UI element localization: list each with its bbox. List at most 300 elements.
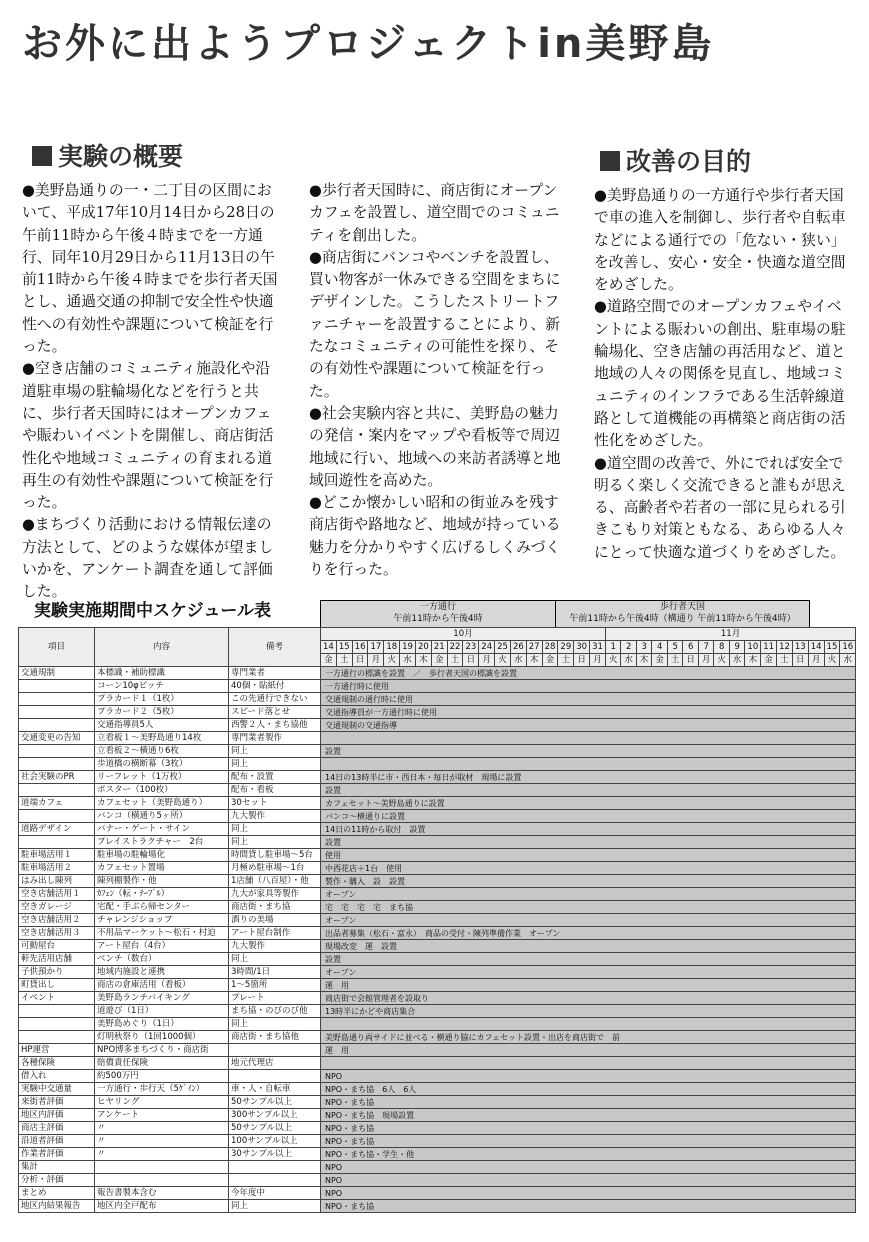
table-row (19, 1148, 856, 1161)
table-row (19, 1122, 856, 1135)
row-note: 西警２人・まち協他 (229, 719, 321, 732)
row-note: 1店舗（八百屋）・他 (229, 875, 321, 888)
row-activity: 交通指導員が一方通行時に使用 (321, 706, 856, 719)
table-row (19, 1200, 856, 1213)
row-content: 〃 (95, 1135, 229, 1148)
weekday-cell: 月 (590, 654, 606, 667)
row-note: 40個・貼紙付 (229, 680, 321, 693)
day-cell: 16 (840, 641, 856, 654)
row-item: 借入れ (19, 1070, 95, 1083)
weekday-cell: 月 (368, 654, 384, 667)
row-item: 地区内結果報告 (19, 1200, 95, 1213)
table-row (19, 927, 856, 940)
overview-heading-text: 実験の概要 (58, 142, 184, 171)
row-item: 空きガレージ (19, 901, 95, 914)
page-title: お外に出ようプロジェクトin美野島 (22, 21, 715, 67)
row-item (19, 680, 95, 693)
day-cell: 21 (431, 641, 447, 654)
row-content: プレイストラクチャー 2台 (95, 836, 229, 849)
row-content: 歩道橋の横断幕（3枚） (95, 758, 229, 771)
day-cell: 15 (824, 641, 840, 654)
row-activity: 14日の13時半に市・西日本・毎日が取材 現場に設置 (321, 771, 856, 784)
row-item: 分析・評価 (19, 1174, 95, 1187)
weekday-cell: 水 (621, 654, 637, 667)
weekday-cell: 月 (698, 654, 714, 667)
row-activity: 出品者募集（松石・富永） 商品の受付・陳列準備作業 オープン (321, 927, 856, 940)
row-item (19, 1018, 95, 1031)
row-note: 九大が家具等製作 (229, 888, 321, 901)
row-item: 集計 (19, 1161, 95, 1174)
overview-heading (32, 137, 183, 173)
row-note: 専門業者製作 (229, 732, 321, 745)
row-item (19, 1005, 95, 1018)
row-note: 配布・看板 (229, 784, 321, 797)
weekday-cell: 金 (321, 654, 337, 667)
row-activity (321, 732, 856, 745)
weekday-cell: 土 (447, 654, 463, 667)
row-activity: NPO (321, 1174, 856, 1187)
day-cell: 9 (729, 641, 745, 654)
period-one-way (320, 600, 556, 628)
row-note: 50サンプル以上 (229, 1096, 321, 1109)
row-note: 配布・設置 (229, 771, 321, 784)
weekday-cell: 日 (463, 654, 479, 667)
row-item: 空き店舗活用２ (19, 914, 95, 927)
day-cell: 15 (336, 641, 352, 654)
day-cell: 13 (792, 641, 808, 654)
row-content: 立看板１～美野島通り14枚 (95, 732, 229, 745)
note-header: 備考 (229, 628, 321, 667)
row-note: 300サンプル以上 (229, 1109, 321, 1122)
table-row (19, 1031, 856, 1044)
table-row (19, 1070, 856, 1083)
row-activity: NPO・まち協 (321, 1096, 856, 1109)
row-activity: NPO・まち協 6人 6人 (321, 1083, 856, 1096)
schedule-title: 実験実施期間中スケジュール表 (34, 601, 271, 621)
table-row (19, 849, 856, 862)
row-note: 1～5箇所 (229, 979, 321, 992)
row-note: 九大製作 (229, 810, 321, 823)
day-cell: 26 (510, 641, 526, 654)
day-cell: 4 (652, 641, 668, 654)
day-cell: 24 (479, 641, 495, 654)
month-row (19, 628, 856, 641)
row-activity: 運 用 (321, 1044, 856, 1057)
row-content: 商店の倉庫活用（看板） (95, 979, 229, 992)
row-item: 交通変更の告知 (19, 732, 95, 745)
row-item (19, 810, 95, 823)
table-row (19, 862, 856, 875)
month-november: 11月 (605, 628, 855, 641)
row-note: 酒りの美場 (229, 914, 321, 927)
day-cell: 27 (526, 641, 542, 654)
row-note: 3時間/1日 (229, 966, 321, 979)
row-activity: 設置 (321, 784, 856, 797)
row-note: 今年度中 (229, 1187, 321, 1200)
table-row (19, 1096, 856, 1109)
schedule-table (18, 627, 856, 1213)
weekday-cell: 火 (714, 654, 730, 667)
weekday-cell: 月 (808, 654, 824, 667)
row-item: 道路デザイン (19, 823, 95, 836)
row-content: 地区内全戸配布 (95, 1200, 229, 1213)
row-activity (321, 1018, 856, 1031)
day-cell: 18 (384, 641, 400, 654)
weekday-cell: 土 (336, 654, 352, 667)
day-cell: 14 (321, 641, 337, 654)
row-activity: 商店街で会館管理者を設取り (321, 992, 856, 1005)
table-row (19, 992, 856, 1005)
paragraph: ●道空間の改善で、外にでれば安全で明るく楽しく交流できると誰もが思える、高齢者や若者の一部に見られる引きこもり対策ともなる、あらゆる人々にとって快適な道づくりをめざした。 (594, 454, 846, 561)
day-cell: 23 (463, 641, 479, 654)
square-bullet-icon (600, 151, 620, 171)
day-cell: 6 (683, 641, 699, 654)
row-note: まち協・のびのび他 (229, 1005, 321, 1018)
row-activity: 14日の11時から取付 設置 (321, 823, 856, 836)
row-content: バナー・ゲート・サイン (95, 823, 229, 836)
row-note (229, 1174, 321, 1187)
row-activity: 運 用 (321, 979, 856, 992)
row-content: カフェセット置場 (95, 862, 229, 875)
weekday-cell: 木 (636, 654, 652, 667)
day-cell: 31 (590, 641, 606, 654)
row-note: 商店街・まち協他 (229, 1031, 321, 1044)
table-row (19, 680, 856, 693)
row-activity: 使用 (321, 849, 856, 862)
table-row (19, 1044, 856, 1057)
row-content: カフェセット（美野島通り） (95, 797, 229, 810)
row-note: 時間貸し駐車場～5台 (229, 849, 321, 862)
day-cell: 5 (667, 641, 683, 654)
row-note: 同上 (229, 823, 321, 836)
row-activity: 交通規制の通行時に使用 (321, 693, 856, 706)
day-cell: 28 (542, 641, 558, 654)
row-content: チャレンジショップ (95, 914, 229, 927)
row-activity: NPO (321, 1187, 856, 1200)
table-row (19, 810, 856, 823)
day-cell: 29 (558, 641, 574, 654)
row-activity: NPO (321, 1161, 856, 1174)
row-content: ポスター（100枚） (95, 784, 229, 797)
weekday-cell: 日 (574, 654, 590, 667)
weekday-cell: 土 (777, 654, 793, 667)
day-cell: 22 (447, 641, 463, 654)
weekday-cell: 土 (667, 654, 683, 667)
row-activity: NPO・まち協 (321, 1122, 856, 1135)
row-activity: 一方通行の標識を設置 ／ 歩行者天国の標識を設置 (321, 667, 856, 680)
row-content: 美野島ランチバイキング (95, 992, 229, 1005)
table-row (19, 758, 856, 771)
day-cell: 16 (352, 641, 368, 654)
row-content: 交通指導員5人 (95, 719, 229, 732)
row-activity: オープン (321, 888, 856, 901)
weekday-cell: 火 (384, 654, 400, 667)
row-content: 駐車場の駐輪場化 (95, 849, 229, 862)
weekday-cell: 木 (526, 654, 542, 667)
paragraph: ●社会実験内容と共に、美野島の魅力の発信・案内をマップや看板等で周辺地域に行い、地域への来訪者誘導と地域回遊性を高めた。 (309, 404, 561, 489)
row-note: 30セット (229, 797, 321, 810)
day-cell: 17 (368, 641, 384, 654)
row-note: プレート (229, 992, 321, 1005)
row-note (229, 1044, 321, 1057)
row-item: 空き店舗活用１ (19, 888, 95, 901)
weekday-cell: 金 (431, 654, 447, 667)
row-activity: NPO (321, 1070, 856, 1083)
weekday-cell: 水 (729, 654, 745, 667)
row-item: まとめ (19, 1187, 95, 1200)
row-activity: NPO・まち協 (321, 1135, 856, 1148)
weekday-cell: 土 (558, 654, 574, 667)
row-note: 同上 (229, 758, 321, 771)
weekday-cell: 火 (824, 654, 840, 667)
row-item: 子供預かり (19, 966, 95, 979)
paragraph: ●美野島通りの一方通行や歩行者天国で車の進入を制御し、歩行者や自転車などによる通行での「危ない・狭い」を改善し、安心・安全・快適な道空間をめざした。 (594, 187, 846, 294)
row-content: ヒヤリング (95, 1096, 229, 1109)
row-item (19, 1031, 95, 1044)
row-content: 賠償責任保険 (95, 1057, 229, 1070)
row-item: 駐車場活用２ (19, 862, 95, 875)
row-item: HP運営 (19, 1044, 95, 1057)
row-item: 作業者評価 (19, 1148, 95, 1161)
row-activity: NPO・まち協 現場設置 (321, 1109, 856, 1122)
weekday-cell: 金 (542, 654, 558, 667)
weekday-cell: 水 (840, 654, 856, 667)
table-row (19, 875, 856, 888)
paragraph: ●まちづくり活動における情報伝達の方法として、どのような媒体が望ましいかを、アンケート調査を通して評価した。 (22, 516, 274, 601)
row-item (19, 693, 95, 706)
row-activity: 宅 宅 宅 宅 まち協 (321, 901, 856, 914)
row-content: 道遊び（1日） (95, 1005, 229, 1018)
row-activity: NPO・まち協 (321, 1200, 856, 1213)
row-content: 不用品マーケット～松石・村迫 (95, 927, 229, 940)
row-content: 〃 (95, 1122, 229, 1135)
day-cell: 1 (605, 641, 621, 654)
row-content: コーン10φピッチ (95, 680, 229, 693)
row-note: 同上 (229, 1018, 321, 1031)
row-content: アンケート (95, 1109, 229, 1122)
row-note: 九大製作 (229, 940, 321, 953)
row-content (95, 1161, 229, 1174)
purpose-heading (600, 142, 751, 178)
row-activity: NPO・まち協・学生・他 (321, 1148, 856, 1161)
row-item: 来街者評価 (19, 1096, 95, 1109)
day-cell: 8 (714, 641, 730, 654)
row-item (19, 758, 95, 771)
row-content: リーフレット（1万枚） (95, 771, 229, 784)
table-row (19, 784, 856, 797)
weekday-cell: 火 (605, 654, 621, 667)
row-item: 可動屋台 (19, 940, 95, 953)
table-row (19, 1161, 856, 1174)
content-header: 内容 (95, 628, 229, 667)
row-item: 社会実験のPR (19, 771, 95, 784)
row-content: ベンチ（数台） (95, 953, 229, 966)
row-note: 専門業者 (229, 667, 321, 680)
day-cell: 30 (574, 641, 590, 654)
row-activity (321, 1057, 856, 1070)
table-row (19, 732, 856, 745)
purpose-column (594, 185, 856, 564)
row-item (19, 719, 95, 732)
day-cell: 25 (495, 641, 511, 654)
row-note: 車・人・自転車 (229, 1083, 321, 1096)
row-note: 同上 (229, 836, 321, 849)
row-item: 商店主評価 (19, 1122, 95, 1135)
table-row (19, 914, 856, 927)
row-note: スピード落とせ (229, 706, 321, 719)
row-activity: 13時半にかどや商店集合 (321, 1005, 856, 1018)
row-item: 実験中交通量 (19, 1083, 95, 1096)
row-activity: 交通規制の交通指導 (321, 719, 856, 732)
weekday-cell: 水 (400, 654, 416, 667)
weekday-cell: 金 (652, 654, 668, 667)
table-row (19, 836, 856, 849)
overview-column-1 (22, 180, 284, 604)
row-activity: オープン (321, 966, 856, 979)
row-content: 一方通行・歩行天（5ｹﾞｲﾝ） (95, 1083, 229, 1096)
row-item: 町貸出し (19, 979, 95, 992)
row-content: アート屋台（4台） (95, 940, 229, 953)
weekday-cell: 水 (510, 654, 526, 667)
row-content: プラカード２（5枚） (95, 706, 229, 719)
weekday-cell: 木 (745, 654, 761, 667)
row-activity: 美野島通り両サイドに並べる・横通り脇にカフェセット設置・出店を商店街で 前 (321, 1031, 856, 1044)
period-time: 午前11時から午後4時 (393, 614, 483, 624)
row-note: 商店街・まち協 (229, 901, 321, 914)
row-item (19, 745, 95, 758)
item-header: 項目 (19, 628, 95, 667)
row-content: ｶﾌｪﾝ（転・ﾃｰﾌﾞﾙ） (95, 888, 229, 901)
row-note: 100サンプル以上 (229, 1135, 321, 1148)
table-row (19, 1005, 856, 1018)
weekday-cell: 金 (761, 654, 777, 667)
period-time: 午前11時から午後4時（構通り 午前11時から午後4時） (569, 614, 796, 624)
row-item: 地区内評価 (19, 1109, 95, 1122)
row-content: NPO博多まちづくり・商店街 (95, 1044, 229, 1057)
row-item: 駐車場活用１ (19, 849, 95, 862)
table-row (19, 745, 856, 758)
row-item: イベント (19, 992, 95, 1005)
row-content: 立看板２～横通り6枚 (95, 745, 229, 758)
weekday-cell: 日 (792, 654, 808, 667)
row-note: 50サンプル以上 (229, 1122, 321, 1135)
table-row (19, 1109, 856, 1122)
row-activity: カフェセット～美野島通りに設置 (321, 797, 856, 810)
row-note: 地元代理店 (229, 1057, 321, 1070)
table-row (19, 771, 856, 784)
row-activity: 現場改変 運 設置 (321, 940, 856, 953)
day-cell: 7 (698, 641, 714, 654)
row-item (19, 836, 95, 849)
paragraph: ●美野島通りの一・二丁目の区間において、平成17年10月14日から28日の午前11時から午後４時までを一方通行、同年10月29日から11月13日の午前11時から午後４時までを歩行者天国とし、通過交通の抑制で安全性や快適性への有効性や課題について検証を行った。 (22, 182, 278, 356)
table-row (19, 1187, 856, 1200)
table-row (19, 797, 856, 810)
day-cell: 14 (808, 641, 824, 654)
row-content: 美野島めぐり（1日） (95, 1018, 229, 1031)
row-note: 30サンプル以上 (229, 1148, 321, 1161)
weekday-cell: 日 (352, 654, 368, 667)
table-row (19, 888, 856, 901)
row-content: 本標識・補助標識 (95, 667, 229, 680)
period-pedestrian (555, 600, 810, 628)
period-label: 一方通行 (419, 602, 456, 612)
weekday-cell: 日 (683, 654, 699, 667)
row-note: 同上 (229, 745, 321, 758)
row-item: はみ出し陳列 (19, 875, 95, 888)
day-cell: 20 (415, 641, 431, 654)
table-row (19, 901, 856, 914)
row-content: 灯明秋祭り（1回1000個） (95, 1031, 229, 1044)
day-cell: 10 (745, 641, 761, 654)
table-row (19, 1057, 856, 1070)
row-note (229, 1161, 321, 1174)
row-activity: 設置 (321, 953, 856, 966)
paragraph: ●どこか懐かしい昭和の街並みを残す商店街や路地など、地域が持っている魅力を分かりやすく広げるしくみづくりを行った。 (309, 494, 561, 579)
row-content: バンコ（横通り5ヶ所） (95, 810, 229, 823)
day-cell: 12 (777, 641, 793, 654)
row-activity: 設置 (321, 745, 856, 758)
row-note (229, 1070, 321, 1083)
row-content (95, 1174, 229, 1187)
paragraph: ●空き店舗のコミュニティ施設化や沿道駐車場の駐輪場化などを行うと共に、歩行者天国時にはオープンカフェや賑わいイベントを開催し、商店街活性化や地域コミュニティの育まれる道再生の有効性や課題について検証を行った。 (22, 360, 274, 512)
row-note: 月極め駐車場～1台 (229, 862, 321, 875)
table-row (19, 667, 856, 680)
row-item (19, 784, 95, 797)
row-item: 沿道者評価 (19, 1135, 95, 1148)
row-activity: 中西花店＋1台 使用 (321, 862, 856, 875)
table-row (19, 979, 856, 992)
row-note: アート屋台制作 (229, 927, 321, 940)
day-cell: 2 (621, 641, 637, 654)
day-cell: 3 (636, 641, 652, 654)
square-bullet-icon (32, 146, 52, 166)
row-activity: オープン (321, 914, 856, 927)
row-content: 宅配・手ぶら帰センター (95, 901, 229, 914)
overview-column-2 (309, 180, 571, 581)
row-activity: バンコ～横通りに設置 (321, 810, 856, 823)
row-activity (321, 758, 856, 771)
paragraph: ●商店街にバンコやベンチを設置し、買い物客が一休みできる空間をまちにデザインした。こうしたストリートファニチャーを設置することにより、新たなコミュニティの可能性を探り、その有効性や課題について検証を行った。 (309, 248, 561, 400)
weekday-cell: 火 (495, 654, 511, 667)
table-row (19, 1083, 856, 1096)
table-row (19, 1018, 856, 1031)
period-label: 歩行者天国 (659, 602, 705, 612)
table-row (19, 1135, 856, 1148)
weekday-cell: 月 (479, 654, 495, 667)
row-content: 陳列棚製作・他 (95, 875, 229, 888)
row-activity: 設置 (321, 836, 856, 849)
day-cell: 19 (400, 641, 416, 654)
table-row (19, 1174, 856, 1187)
row-content: 地域内施設と連携 (95, 966, 229, 979)
row-item (19, 706, 95, 719)
paragraph: ●道路空間でのオープンカフェやイベントによる賑わいの創出、駐車場の駐輪場化、空き店舗の再活用など、道と地域の人々の関係を見直し、地域コミュニティのインフラである生活幹線道路として道機能の再構築と商店街の活性化をめざした。 (594, 298, 846, 450)
row-content: プラカード１（1枚） (95, 693, 229, 706)
table-row (19, 966, 856, 979)
table-row (19, 953, 856, 966)
row-activity: 製作・購入 設 設置 (321, 875, 856, 888)
row-activity: 一方通行時に使用 (321, 680, 856, 693)
weekday-cell: 木 (415, 654, 431, 667)
day-cell: 11 (761, 641, 777, 654)
table-row (19, 693, 856, 706)
paragraph: ●歩行者天国時に、商店街にオープンカフェを設置し、道空間でのコミュニティを創出した。 (309, 182, 560, 244)
row-content: 報告書製本含む (95, 1187, 229, 1200)
row-item: 各種保険 (19, 1057, 95, 1070)
row-item: 道端カフェ (19, 797, 95, 810)
row-item: 軒先活用店舗 (19, 953, 95, 966)
table-row (19, 719, 856, 732)
